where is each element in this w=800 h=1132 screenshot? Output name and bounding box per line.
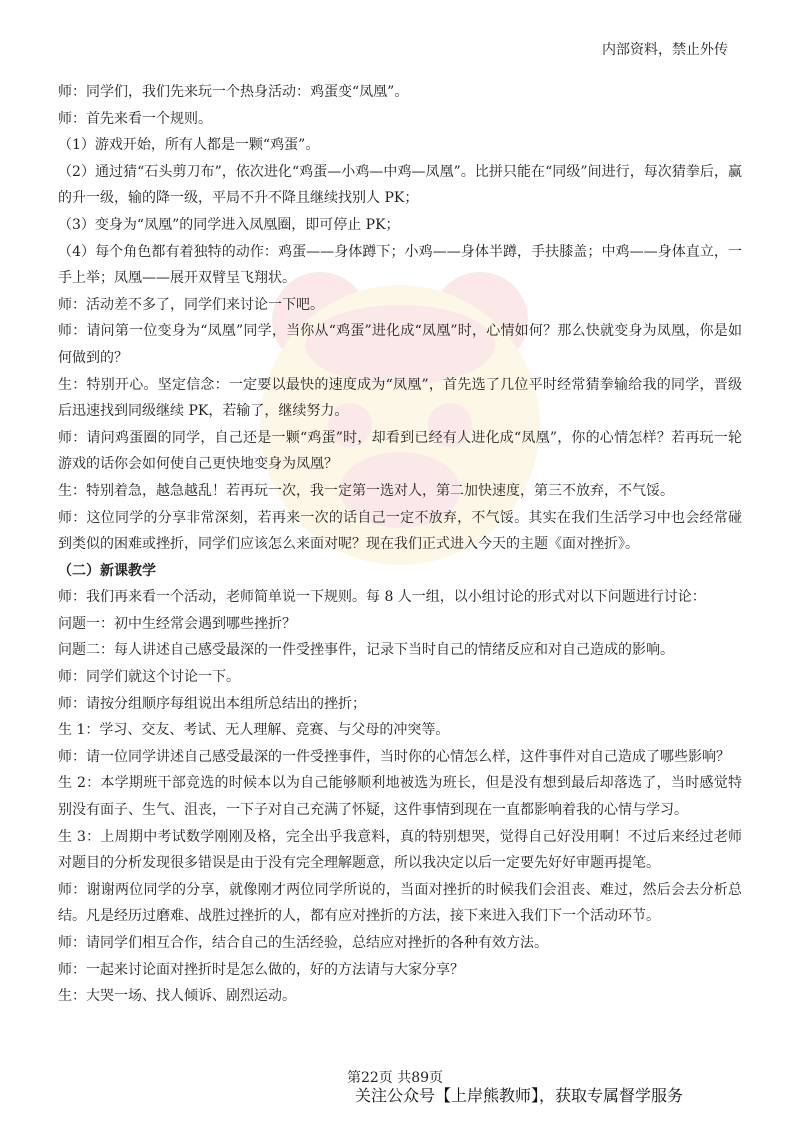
paragraph: 师：请一位同学讲述自己感受最深的一件受挫事件，当时你的心情怎么样，这件事件对自己造成了哪些影响？ <box>58 748 730 765</box>
paragraph: 生：特别开心。坚定信念：一定要以最快的速度成为“凤凰”，首先选了几位平时经常猜拳输给我的同学，晋级后迅速找到同级继续 PK，若输了，继续努力。 <box>58 376 742 420</box>
paragraph: 师：请问第一位变身为“凤凰”同学，当你从“鸡蛋”进化成“凤凰”时，心情如何？那么快就变身为凤凰，你是如何做到的？ <box>58 323 742 366</box>
footer-promo: 关注公众号【上岸熊教师】，获取专属督学服务 <box>355 1086 684 1105</box>
section-heading: （二）新课教学 <box>58 562 156 579</box>
question-item: 问题二：每人讲述自己感受最深的一件受挫事件，记录下当时自己的情绪反应和对自己造成的影响。 <box>58 642 674 659</box>
paragraph: 师：活动差不多了，同学们来讨论一下吧。 <box>58 296 324 313</box>
paragraph: 生：特别着急，越急越乱！若再玩一次，我一定第一选对人，第二加快速度，第三不放弃，不气馁。 <box>58 482 674 499</box>
confidential-notice: 内部资料，禁止外传 <box>602 42 728 58</box>
document-body <box>58 79 742 1010</box>
paragraph: 生 1：学习、交友、考试、无人理解、竞赛、与父母的冲突等。 <box>58 722 450 739</box>
paragraph: 师：首先来看一个规则。 <box>58 110 212 127</box>
paragraph: 师：一起来讨论面对挫折时是怎么做的，好的方法请与大家分享？ <box>58 961 464 978</box>
paragraph: 师：请同学们相互合作，结合自己的生活经验，总结应对挫折的各种有效方法。 <box>58 935 548 951</box>
paragraph: 师：我们再来看一个活动，老师简单说一下规则。每 8 人一组，以小组讨论的形式对以下问题进行讨论： <box>58 589 706 606</box>
paragraph: 师：同学们，我们先来玩一个热身活动：鸡蛋变“凤凰”。 <box>58 84 409 100</box>
rule-item: （1）游戏开始，所有人都是一颗“鸡蛋”。 <box>58 137 320 154</box>
rule-item: （2）通过猜“石头剪刀布”，依次进化“鸡蛋—小鸡—中鸡—凤凰”。比拼只能在“同级”间进行，每次猜拳后，赢的升一级，输的降一级，平局不升不降且继续找别人 PK； <box>58 163 742 207</box>
paragraph: 生 3：上周期中考试数学刚刚及格，完全出乎我意料，真的特别想哭，觉得自己好没用啊！不过后来经过老师对题目的分析发现很多错误是由于没有完全理解题意，所以我决定以后一定要先好好审题再提笔。 <box>58 828 742 872</box>
paragraph: 生：大哭一场、找人倾诉、剧烈运动。 <box>58 988 296 1005</box>
page-number: 第22页 共89页 <box>346 1070 444 1086</box>
paragraph: 师：请问鸡蛋圈的同学，自己还是一颗“鸡蛋”时，却看到已经有人进化成“凤凰”，你的心情怎样？若再玩一轮游戏的话你会如何使自己更快地变身为凤凰？ <box>58 429 742 473</box>
question-item: 问题一：初中生经常会遇到哪些挫折？ <box>58 615 296 632</box>
rule-item: （3）变身为“凤凰”的同学进入凤凰圈，即可停止 PK； <box>58 216 400 233</box>
paragraph: 师：这位同学的分享非常深刻，若再来一次的话自己一定不放弃，不气馁。其实在我们生活学习中也会经常碰到类似的困难或挫折，同学们应该怎么来面对呢？现在我们正式进入今天的主题《面对挫折》。 <box>58 509 742 553</box>
rule-item: （4）每个角色都有着独特的动作：鸡蛋——身体蹲下；小鸡——身体半蹲，手扶膝盖；中鸡——身体直立，一手上举；凤凰——展开双臂呈飞翔状。 <box>58 243 742 287</box>
paragraph: 师：请按分组顺序每组说出本组所总结出的挫折； <box>58 695 366 712</box>
paragraph: 师：谢谢两位同学的分享，就像刚才两位同学所说的，当面对挫折的时候我们会沮丧、难过，然后会去分析总结。凡是经历过磨难、战胜过挫折的人，都有应对挫折的方法，接下来进入我们下一个活动环节。 <box>58 881 742 925</box>
paragraph: 师：同学们就这个讨论一下。 <box>58 669 240 686</box>
paragraph: 生 2：本学期班干部竞选的时候本以为自己能够顺利地被选为班长，但是没有想到最后却落选了，当时感觉特别没有面子、生气、沮丧，一下子对自己充满了怀疑，这件事情到现在一直都影响着我的心情与学习。 <box>58 775 742 819</box>
